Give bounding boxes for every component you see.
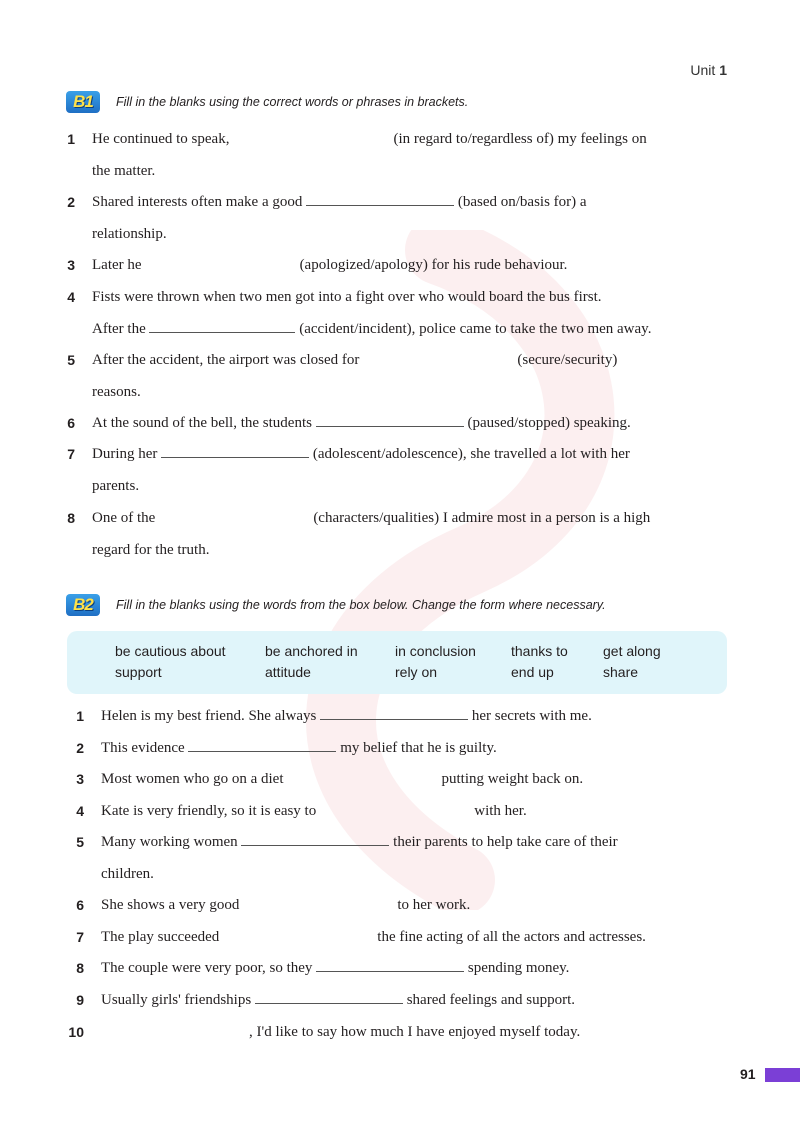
word-option: get along: [603, 643, 661, 659]
b2-item-9: Usually girls' friendships shared feelings and support.: [101, 985, 575, 1017]
b2-item-number: 6: [76, 897, 84, 913]
word-option: in conclusion: [395, 643, 476, 659]
b2-item-8: The couple were very poor, so they spending money.: [101, 953, 569, 985]
section-b2-header: [66, 594, 606, 616]
b1-item-1: He continued to speak, (in regard to/regardless of) my feelings on the matter.: [92, 131, 647, 179]
b2-item-number: 10: [68, 1024, 84, 1040]
b2-item-10: , I'd like to say how much I have enjoyed myself today.: [249, 1024, 581, 1040]
b1-item-7: During her (adolescent/adolescence), she travelled a lot with her parents.: [92, 439, 630, 502]
page-tab-marker: [765, 1068, 800, 1082]
b1-item-number: 6: [67, 415, 75, 431]
b2-item-7: The play succeeded the fine acting of all the actors and actresses.: [101, 929, 646, 945]
b2-item-number: 4: [76, 803, 84, 819]
answer-blank[interactable]: [320, 705, 468, 720]
word-box: [67, 631, 727, 694]
b1-item-number: 1: [67, 131, 75, 147]
word-option: attitude: [265, 664, 311, 680]
unit-label: Unit 1: [690, 62, 727, 78]
answer-blank[interactable]: [316, 412, 464, 427]
b2-item-number: 7: [76, 929, 84, 945]
section-b2-badge: B2: [66, 594, 100, 616]
b1-item-number: 7: [67, 446, 75, 462]
b2-item-4: Kate is very friendly, so it is easy to with her.: [101, 803, 527, 819]
word-option: share: [603, 664, 639, 680]
b1-item-6: At the sound of the bell, the students (paused/stopped) speaking.: [92, 408, 631, 440]
b2-item-number: 1: [76, 708, 84, 724]
word-option: end up: [511, 664, 554, 680]
answer-blank[interactable]: [188, 737, 336, 752]
answer-blank[interactable]: [306, 191, 454, 206]
b1-item-number: 4: [67, 289, 75, 305]
b2-item-1: Helen is my best friend. She always her secrets with me.: [101, 701, 592, 733]
b2-item-6: She shows a very good to her work.: [101, 897, 471, 913]
b2-item-number: 9: [76, 992, 84, 1008]
b2-item-number: 8: [76, 960, 84, 976]
b2-item-2: This evidence my belief that he is guilty.: [101, 733, 497, 765]
section-b1-instruction: Fill in the blanks using the correct words or phrases in brackets.: [116, 95, 469, 109]
b2-item-3: Most women who go on a diet putting weight back on.: [101, 771, 584, 787]
section-b1-header: [66, 91, 468, 113]
word-option: support: [115, 664, 162, 680]
word-option: be cautious about: [115, 643, 226, 659]
answer-blank[interactable]: [255, 989, 403, 1004]
answer-blank[interactable]: [241, 831, 389, 846]
b2-item-number: 5: [76, 834, 84, 850]
answer-blank[interactable]: [316, 957, 464, 972]
word-option: rely on: [395, 664, 438, 680]
b1-item-number: 3: [67, 257, 75, 273]
word-option: be anchored in: [265, 643, 358, 659]
answer-blank[interactable]: [161, 443, 309, 458]
b1-item-5: After the accident, the airport was closed for (secure/security) reasons.: [92, 352, 618, 400]
b2-item-number: 3: [76, 771, 84, 787]
b1-item-3: Later he (apologized/apology) for his rude behaviour.: [92, 257, 568, 273]
b2-item-number: 2: [76, 740, 84, 756]
b2-item-5: Many working women their parents to help take care of their children.: [101, 827, 618, 890]
section-b1-badge: B1: [66, 91, 100, 113]
b1-item-number: 8: [67, 510, 75, 526]
b1-item-number: 2: [67, 194, 75, 210]
word-option: thanks to: [511, 643, 568, 659]
answer-blank[interactable]: [149, 318, 295, 333]
b1-item-number: 5: [67, 352, 75, 368]
b1-item-2: Shared interests often make a good (based on/basis for) a relationship.: [92, 187, 587, 250]
b1-item-4: Fists were thrown when two men got into a fight over who would board the bus first. After the (accident/incident), police came to take the two men away.: [92, 289, 652, 337]
page-number: 91: [740, 1066, 756, 1082]
section-b2-instruction: Fill in the blanks using the words from the box below. Change the form where necessary.: [116, 598, 606, 612]
b1-item-8: One of the (characters/qualities) I admire most in a person is a high regard for the truth.: [92, 510, 651, 558]
